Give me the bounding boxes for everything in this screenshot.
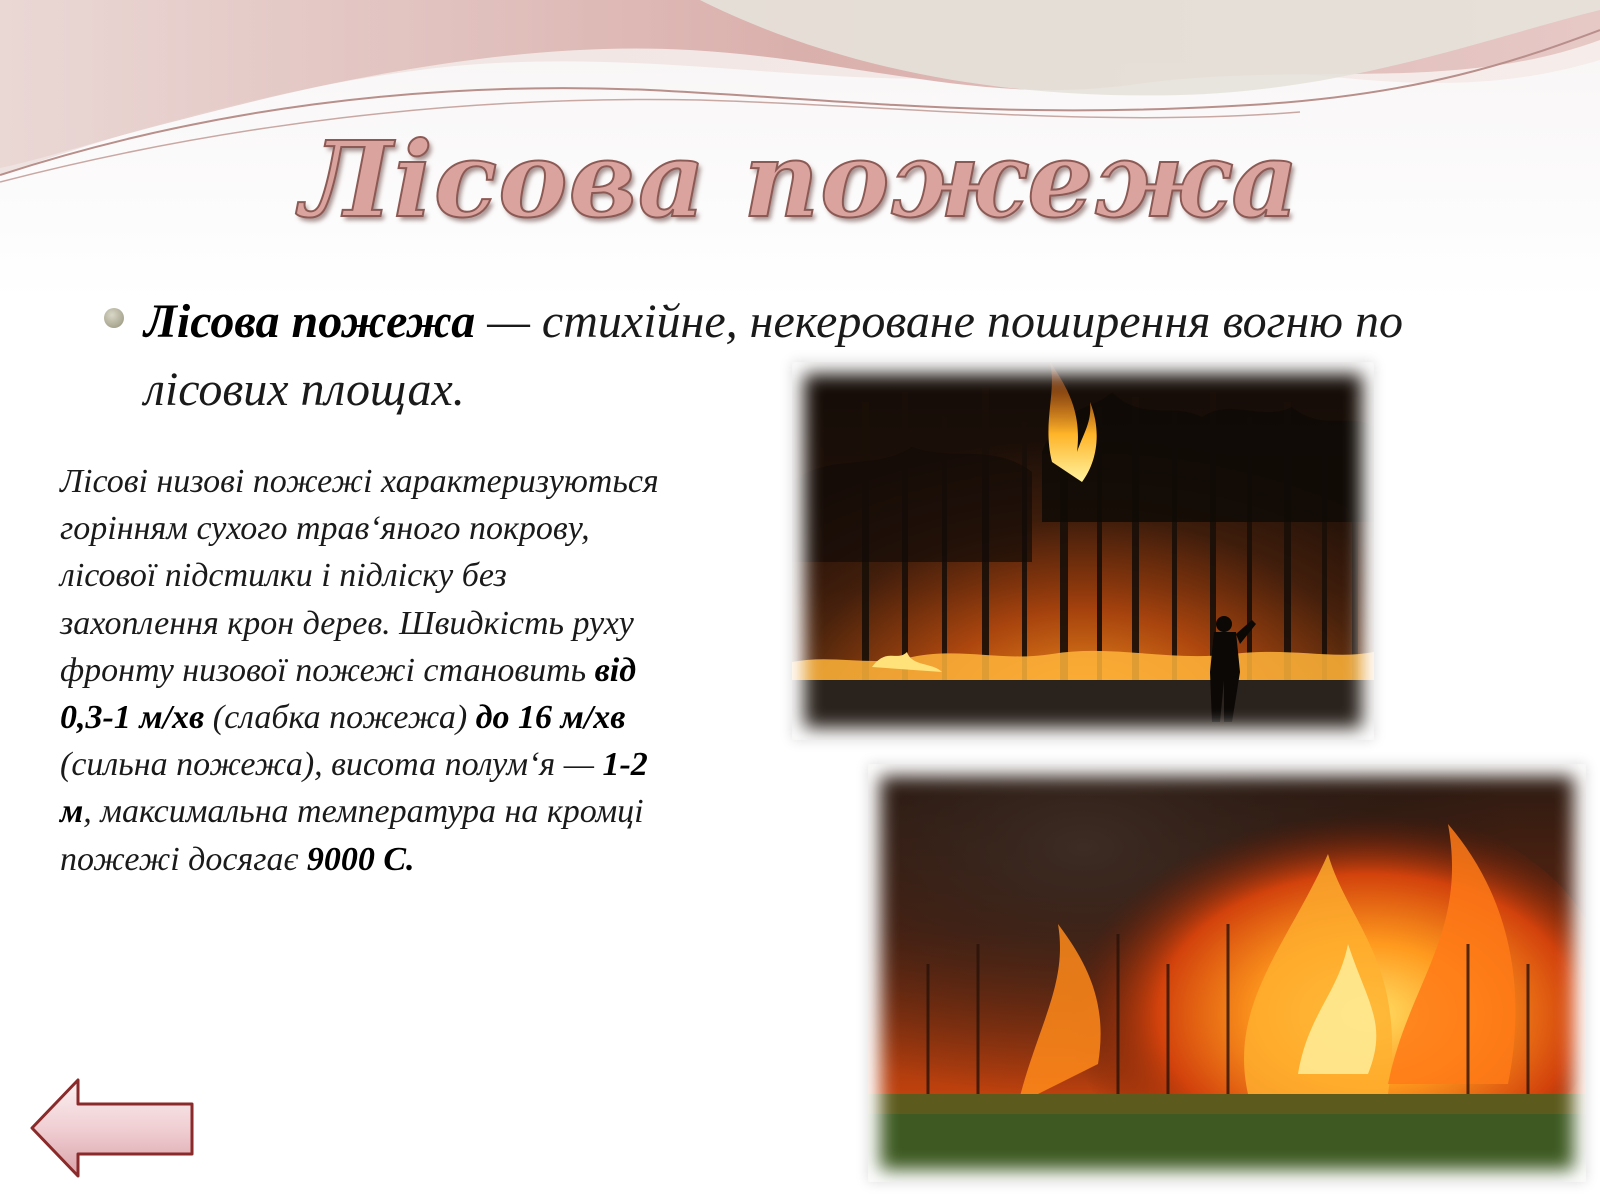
forest-fire-flames-photo [868, 764, 1586, 1182]
paragraph-text-1: Лісові низові пожежі характеризуються горінням сухого трав‘яного покрову, лісової підстилки і підліску без захоплення крон дерев. Швидкість руху фронту низової пожежі становить [60, 463, 659, 689]
description-paragraph [60, 458, 660, 883]
paragraph-bold-1: від 0,3-1 м/хв [60, 651, 637, 737]
back-button[interactable] [28, 1076, 198, 1180]
paragraph-bold-4: 9000 С. [306, 840, 415, 878]
definition-text: — стихійне, некероване поширення вогню по лісових площах. [144, 295, 1404, 416]
paragraph-bold-3: 1-2 м [60, 746, 648, 831]
definition-term: Лісова пожежа [144, 295, 476, 348]
paragraph-bold-2: до 16 м/хв [475, 699, 626, 737]
slide-title: Лісова пожежа [300, 118, 1300, 241]
bullet-icon [104, 308, 124, 328]
left-arrow-icon [28, 1076, 198, 1180]
paragraph-text-3: (сильна пожежа), висота полум‘я — [60, 746, 603, 784]
forest-fire-night-photo [792, 362, 1374, 740]
paragraph-text-4: , максимальна температура на кромці пожежі досягає [60, 793, 644, 878]
paragraph-text-2: (слабка пожежа) [204, 699, 476, 737]
